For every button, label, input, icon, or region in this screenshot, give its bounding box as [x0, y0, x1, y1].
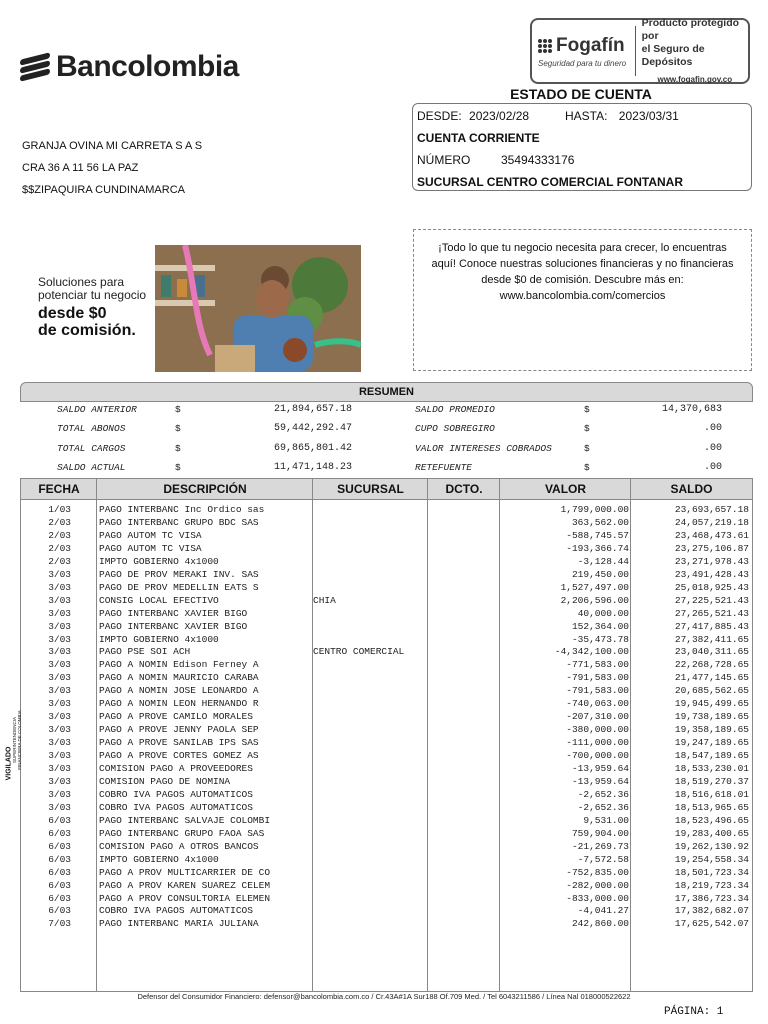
row-descripcion: PAGO A PROVE CAMILO MORALES — [99, 711, 253, 722]
row-saldo: 18,501,723.34 — [674, 867, 749, 878]
vigilado-label: VIGILADO — [5, 746, 13, 781]
summary-left-label: TOTAL CARGOS — [57, 443, 126, 454]
row-fecha: 3/03 — [48, 802, 71, 813]
row-valor: 363,562.00 — [571, 517, 629, 528]
summary-left-label: SALDO ACTUAL — [57, 462, 126, 473]
row-descripcion: PAGO INTERBANC GRUPO FAOA SAS — [99, 828, 265, 839]
row-saldo: 23,040,311.65 — [674, 646, 749, 657]
row-saldo: 27,417,885.43 — [674, 621, 749, 632]
row-descripcion: PAGO A PROVE JENNY PAOLA SEP — [99, 724, 259, 735]
summary-left-value: 21,894,657.18 — [273, 404, 352, 415]
col-fecha: FECHA — [38, 482, 80, 496]
row-descripcion: PAGO A NOMIN MAURICIO CARABA — [99, 672, 259, 683]
client-city: $$ZIPAQUIRA CUNDINAMARCA — [22, 184, 185, 196]
row-valor: -700,000.00 — [566, 750, 629, 761]
row-fecha: 3/03 — [48, 776, 71, 787]
row-valor: -13,959.64 — [571, 776, 629, 787]
promo-photo — [155, 245, 361, 372]
footer-text: Defensor del Consumidor Financiero: defensor@bancolombia.com.co / Cr.43A#1A Sur188 Of.709 Med. / Tel 6043211586 / Línea Nal 018000522622 — [137, 992, 631, 1001]
row-valor: -2,652.36 — [577, 802, 629, 813]
row-valor: -752,835.00 — [566, 867, 629, 878]
row-valor: -4,342,100.00 — [554, 646, 629, 657]
row-descripcion: COBRO IVA PAGOS AUTOMATICOS — [99, 802, 253, 813]
account-number: 35494333176 — [501, 153, 575, 167]
row-descripcion: PAGO A PROVE CORTES GOMEZ AS — [99, 750, 259, 761]
row-fecha: 3/03 — [48, 724, 71, 735]
col-valor: VALOR — [544, 482, 587, 496]
row-valor: -791,583.00 — [566, 685, 629, 696]
row-valor: 219,450.00 — [571, 569, 629, 580]
fogafin-dots-icon — [538, 39, 552, 53]
summary-left-label: TOTAL ABONOS — [57, 423, 126, 434]
row-valor: -588,745.57 — [566, 530, 629, 541]
row-valor: -21,269.73 — [571, 841, 629, 852]
row-fecha: 3/03 — [48, 569, 71, 580]
row-fecha: 6/03 — [48, 880, 71, 891]
summary-left-currency: $ — [175, 404, 181, 415]
row-valor: -4,041.27 — [577, 905, 629, 916]
row-saldo: 19,945,499.65 — [674, 698, 749, 709]
fogafin-name: Fogafín — [556, 34, 625, 56]
row-valor: 152,364.00 — [571, 621, 629, 632]
summary-right-currency: $ — [584, 443, 590, 454]
client-address: CRA 36 A 11 56 LA PAZ — [22, 162, 139, 174]
row-descripcion: PAGO A PROVE SANILAB IPS SAS — [99, 737, 259, 748]
row-valor: 40,000.00 — [577, 608, 629, 619]
summary-left-value: 59,442,292.47 — [273, 423, 352, 434]
bank-logo — [20, 50, 239, 84]
summary-right-label: SALDO PROMEDIO — [415, 404, 495, 415]
row-fecha: 3/03 — [48, 608, 71, 619]
row-saldo: 18,547,189.65 — [674, 750, 749, 761]
row-saldo: 19,262,130.92 — [674, 841, 749, 852]
row-fecha: 2/03 — [48, 530, 71, 541]
summary-right-label: VALOR INTERESES COBRADOS — [415, 443, 552, 454]
summary-left-value: 11,471,148.23 — [273, 462, 352, 473]
transactions-table-header — [20, 478, 753, 500]
row-descripcion: PAGO AUTOM TC VISA — [99, 543, 202, 554]
row-descripcion: COMISION PAGO A PROVEEDORES — [99, 763, 253, 774]
row-valor: -740,063.00 — [566, 698, 629, 709]
row-fecha: 3/03 — [48, 685, 71, 696]
row-fecha: 3/03 — [48, 763, 71, 774]
col-descripcion: DESCRIPCIÓN — [163, 482, 247, 496]
statement-info-box — [412, 103, 752, 191]
row-saldo: 25,018,925.43 — [674, 582, 749, 593]
row-saldo: 17,625,542.07 — [674, 918, 749, 929]
summary-right-value: 14,370,683 — [661, 404, 722, 415]
row-saldo: 23,491,428.43 — [674, 569, 749, 580]
bank-logo-mark-icon — [20, 52, 50, 82]
row-descripcion: COMISION PAGO DE NOMINA — [99, 776, 231, 787]
row-descripcion: CONSIG LOCAL EFECTIVO — [99, 595, 219, 606]
row-fecha: 2/03 — [48, 543, 71, 554]
row-fecha: 2/03 — [48, 556, 71, 567]
row-valor: -3,128.44 — [577, 556, 629, 567]
row-saldo: 23,693,657.18 — [674, 504, 749, 515]
row-fecha: 3/03 — [48, 646, 71, 657]
fogafin-line2: el Seguro de Depósitos — [641, 42, 705, 68]
summary-left-currency: $ — [175, 443, 181, 454]
row-fecha: 3/03 — [48, 789, 71, 800]
row-descripcion: PAGO INTERBANC Inc Ordico sas — [99, 504, 265, 515]
summary-left-currency: $ — [175, 462, 181, 473]
row-fecha: 3/03 — [48, 698, 71, 709]
row-saldo: 23,275,106.87 — [674, 543, 749, 554]
summary-right-value: .00 — [703, 423, 722, 434]
row-saldo: 19,254,558.34 — [674, 854, 749, 865]
row-fecha: 6/03 — [48, 854, 71, 865]
row-valor: 242,860.00 — [571, 918, 629, 929]
row-fecha: 6/03 — [48, 905, 71, 916]
row-fecha: 3/03 — [48, 711, 71, 722]
row-saldo: 19,283,400.65 — [674, 828, 749, 839]
hasta-date: 2023/03/31 — [618, 109, 679, 123]
row-valor: 759,904.00 — [571, 828, 629, 839]
row-descripcion: IMPTO GOBIERNO 4x1000 — [99, 556, 219, 567]
row-saldo: 21,477,145.65 — [674, 672, 749, 683]
row-fecha: 3/03 — [48, 634, 71, 645]
row-fecha: 3/03 — [48, 750, 71, 761]
row-descripcion: IMPTO GOBIERNO 4x1000 — [99, 854, 219, 865]
col-sucursal: SUCURSAL — [337, 482, 404, 496]
summary-right-currency: $ — [584, 462, 590, 473]
account-number-label: NÚMERO — [417, 153, 471, 167]
row-saldo: 18,516,618.01 — [674, 789, 749, 800]
branch-name: SUCURSAL CENTRO COMERCIAL FONTANAR — [417, 175, 683, 189]
row-fecha: 3/03 — [48, 621, 71, 632]
row-descripcion: PAGO INTERBANC GRUPO BDC SAS — [99, 517, 259, 528]
row-valor: -833,000.00 — [566, 893, 629, 904]
row-fecha: 3/03 — [48, 582, 71, 593]
row-valor: -193,366.74 — [566, 543, 629, 554]
promo-message-box — [413, 229, 752, 371]
fogafin-url: www.fogafin.gov.co — [657, 74, 733, 84]
summary-right-value: .00 — [703, 462, 722, 473]
row-fecha: 3/03 — [48, 595, 71, 606]
row-saldo: 18,533,230.01 — [674, 763, 749, 774]
row-valor: 2,206,596.00 — [560, 595, 629, 606]
fogafin-badge — [530, 18, 750, 84]
col-saldo: SALDO — [670, 482, 713, 496]
row-sucursal: CHIA — [313, 595, 336, 606]
summary-header: RESUMEN — [20, 382, 753, 402]
summary-right-label: RETEFUENTE — [415, 462, 473, 473]
row-fecha: 3/03 — [48, 737, 71, 748]
fogafin-line1: Producto protegido por — [641, 16, 740, 42]
row-saldo: 20,685,562.65 — [674, 685, 749, 696]
row-fecha: 7/03 — [48, 918, 71, 929]
summary-left-value: 69,865,801.42 — [273, 443, 352, 454]
row-valor: -13,959.64 — [571, 763, 629, 774]
row-saldo: 27,225,521.43 — [674, 595, 749, 606]
summary-right-currency: $ — [584, 423, 590, 434]
hasta-label: HASTA: — [565, 109, 608, 123]
row-fecha: 1/03 — [48, 504, 71, 515]
row-descripcion: PAGO A PROV MULTICARRIER DE CO — [99, 867, 271, 878]
summary-right-currency: $ — [584, 404, 590, 415]
row-valor: -111,000.00 — [566, 737, 629, 748]
row-fecha: 6/03 — [48, 893, 71, 904]
row-valor: 1,799,000.00 — [560, 504, 629, 515]
row-valor: -35,473.78 — [571, 634, 629, 645]
promo-headline: desde $0 de comisión. — [38, 305, 136, 339]
row-descripcion: PAGO A NOMIN Edison Ferney A — [99, 659, 259, 670]
row-saldo: 18,513,965.65 — [674, 802, 749, 813]
row-descripcion: PAGO PSE SOI ACH — [99, 646, 191, 657]
bank-name: Bancolombia — [56, 50, 239, 83]
row-descripcion: COBRO IVA PAGOS AUTOMATICOS — [99, 789, 253, 800]
row-descripcion: PAGO AUTOM TC VISA — [99, 530, 202, 541]
summary-right-value: .00 — [703, 443, 722, 454]
promo-subtitle: Soluciones para potenciar tu negocio — [38, 275, 147, 302]
row-descripcion: IMPTO GOBIERNO 4x1000 — [99, 634, 219, 645]
row-valor: 1,527,497.00 — [560, 582, 629, 593]
row-saldo: 27,265,521.43 — [674, 608, 749, 619]
row-saldo: 19,358,189.65 — [674, 724, 749, 735]
row-fecha: 3/03 — [48, 672, 71, 683]
row-saldo: 19,738,189.65 — [674, 711, 749, 722]
account-type: CUENTA CORRIENTE — [417, 131, 540, 145]
row-fecha: 2/03 — [48, 517, 71, 528]
row-descripcion: PAGO INTERBANC SALVAJE COLOMBI — [99, 815, 271, 826]
promo-photo-illustration — [155, 245, 361, 372]
vigilado-sub: SUPERINTENDENCIA FINANCIERA DE COLOMBIA — [12, 710, 22, 770]
row-saldo: 18,523,496.65 — [674, 815, 749, 826]
row-valor: -282,000.00 — [566, 880, 629, 891]
page-number: PÁGINA: 1 — [664, 1006, 724, 1018]
row-descripcion: PAGO INTERBANC XAVIER BIGO — [99, 608, 248, 619]
row-valor: -207,310.00 — [566, 711, 629, 722]
row-saldo: 23,271,978.43 — [674, 556, 749, 567]
row-fecha: 3/03 — [48, 659, 71, 670]
row-valor: -791,583.00 — [566, 672, 629, 683]
promo-message: ¡Todo lo que tu negocio necesita para crecer, lo encuentras aquí! Conoce nuestras soluciones financieras y no financieras desde $0 de comisión. Descubre más en: www.bancolombia.com/comercios — [431, 242, 734, 302]
row-saldo: 23,468,473.61 — [674, 530, 749, 541]
desde-date: 2023/02/28 — [469, 109, 530, 123]
row-descripcion: PAGO A NOMIN LEON HERNANDO R — [99, 698, 259, 709]
row-fecha: 6/03 — [48, 867, 71, 878]
row-valor: -7,572.58 — [577, 854, 629, 865]
col-dcto: DCTO. — [445, 482, 483, 496]
row-saldo: 24,057,219.18 — [674, 517, 749, 528]
row-saldo: 18,519,270.37 — [674, 776, 749, 787]
row-fecha: 6/03 — [48, 815, 71, 826]
row-descripcion: PAGO A NOMIN JOSE LEONARDO A — [99, 685, 259, 696]
row-descripcion: COBRO IVA PAGOS AUTOMATICOS — [99, 905, 253, 916]
summary-right-label: CUPO SOBREGIRO — [415, 423, 495, 434]
row-saldo: 27,382,411.65 — [674, 634, 749, 645]
row-saldo: 19,247,189.65 — [674, 737, 749, 748]
row-descripcion: PAGO INTERBANC XAVIER BIGO — [99, 621, 248, 632]
row-saldo: 17,386,723.34 — [674, 893, 749, 904]
row-valor: -771,583.00 — [566, 659, 629, 670]
row-valor: -2,652.36 — [577, 789, 629, 800]
statement-title: ESTADO DE CUENTA — [510, 86, 652, 102]
row-saldo: 17,382,682.07 — [674, 905, 749, 916]
row-saldo: 22,268,728.65 — [674, 659, 749, 670]
row-saldo: 18,219,723.34 — [674, 880, 749, 891]
row-sucursal: CENTRO COMERCIAL — [313, 646, 405, 657]
client-name: GRANJA OVINA MI CARRETA S A S — [22, 140, 203, 152]
row-fecha: 6/03 — [48, 841, 71, 852]
summary-left-label: SALDO ANTERIOR — [57, 404, 137, 415]
fogafin-tagline: Seguridad para tu dinero — [538, 58, 627, 68]
row-valor: 9,531.00 — [583, 815, 629, 826]
row-fecha: 6/03 — [48, 828, 71, 839]
row-valor: -380,000.00 — [566, 724, 629, 735]
row-descripcion: PAGO INTERBANC MARIA JULIANA — [99, 918, 259, 929]
row-descripcion: PAGO A PROV CONSULTORIA ELEMEN — [99, 893, 271, 904]
row-descripcion: COMISION PAGO A OTROS BANCOS — [99, 841, 259, 852]
desde-label: DESDE: — [417, 109, 462, 123]
row-descripcion: PAGO DE PROV MEDELLIN EATS S — [99, 582, 259, 593]
row-descripcion: PAGO DE PROV MERAKI INV. SAS — [99, 569, 259, 580]
row-descripcion: PAGO A PROV KAREN SUAREZ CELEM — [99, 880, 271, 891]
summary-left-currency: $ — [175, 423, 181, 434]
